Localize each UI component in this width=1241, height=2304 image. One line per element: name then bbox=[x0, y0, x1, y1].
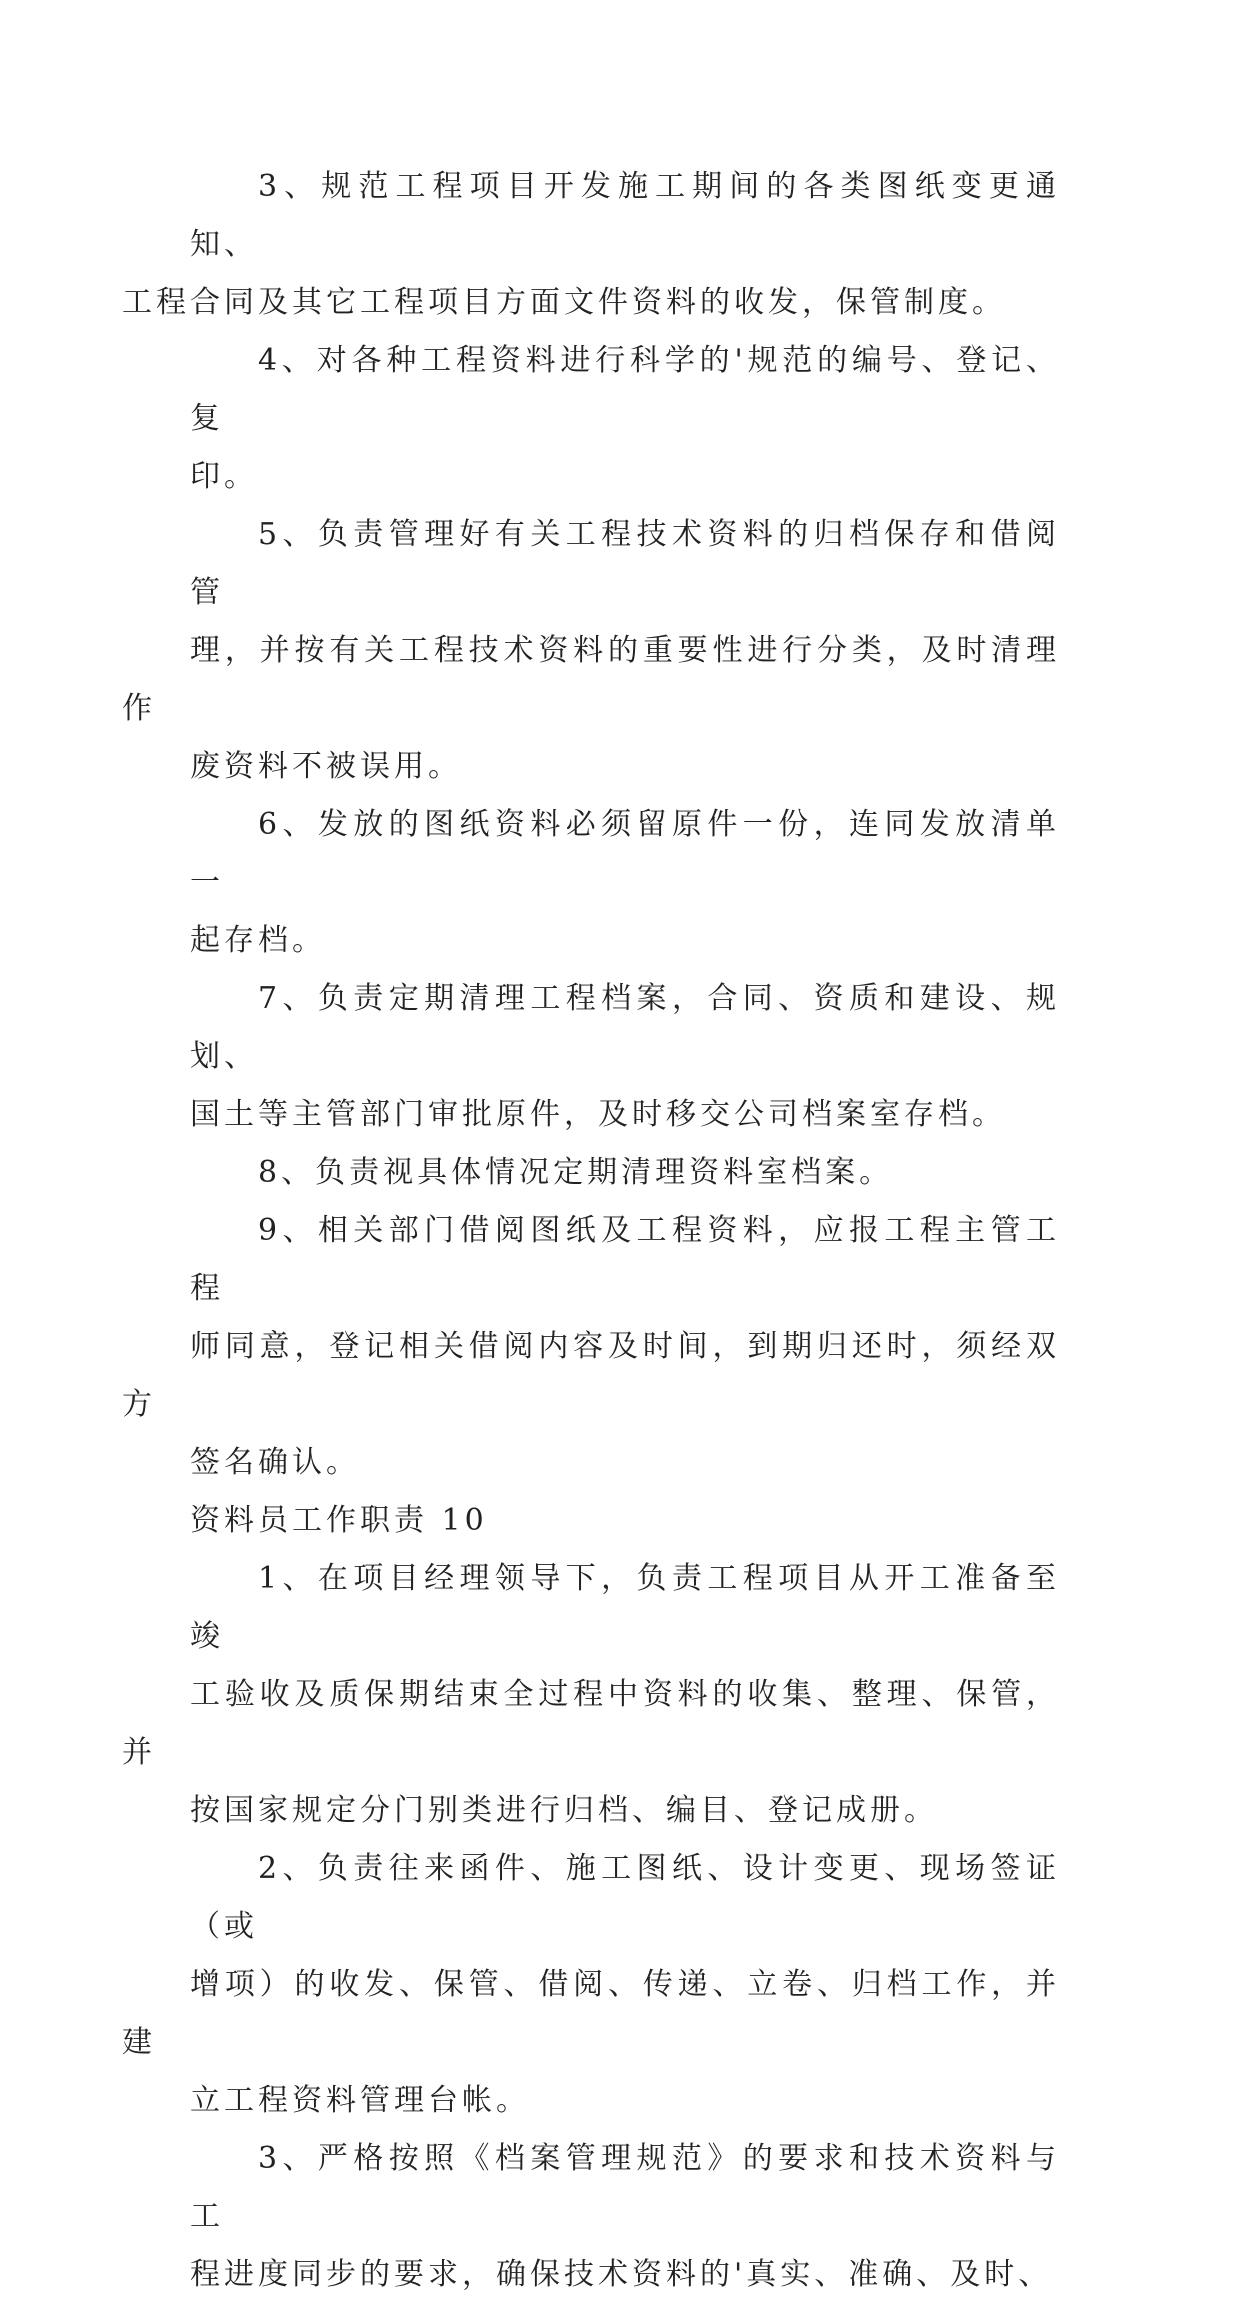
paragraph-item-2 bbox=[122, 1840, 1060, 2130]
text-line: 6、发放的图纸资料必须留原件一份，连同发放清单一 bbox=[190, 807, 1060, 900]
section-heading: 资料员工作职责 10 bbox=[190, 1503, 488, 1538]
text-line: 8、负责视具体情况定期清理资料室档案。 bbox=[258, 1155, 894, 1190]
paragraph-item-9 bbox=[122, 1202, 1060, 1492]
text-line: 按国家规定分门别类进行归档、编目、登记成册。 bbox=[190, 1793, 938, 1828]
text-line: 理，并按有关工程技术资料的重要性进行分类，及时清理作 bbox=[122, 633, 1060, 726]
text-line: 1、在项目经理领导下，负责工程项目从开工准备至竣 bbox=[190, 1561, 1060, 1654]
paragraph-item-3b bbox=[190, 2130, 1060, 2304]
paragraph-item-5 bbox=[122, 506, 1060, 796]
text-line: 工验收及质保期结束全过程中资料的收集、整理、保管，并 bbox=[122, 1677, 1060, 1770]
text-line: 5、负责管理好有关工程技术资料的归档保存和借阅管 bbox=[190, 517, 1060, 610]
text-line: 7、负责定期清理工程档案，合同、资质和建设、规划、 bbox=[190, 981, 1060, 1074]
paragraph-item-1 bbox=[122, 1550, 1060, 1840]
text-line: 9、相关部门借阅图纸及工程资料，应报工程主管工程 bbox=[190, 1213, 1060, 1306]
paragraph-item-6 bbox=[190, 796, 1060, 970]
text-line: 2、负责往来函件、施工图纸、设计变更、现场签证（或 bbox=[190, 1851, 1060, 1944]
text-line: 师同意，登记相关借阅内容及时间，到期归还时，须经双方 bbox=[122, 1329, 1060, 1422]
text-line: 立工程资料管理台帐。 bbox=[190, 2083, 530, 2118]
text-line: 签名确认。 bbox=[190, 1445, 360, 1480]
text-line: 工程合同及其它工程项目方面文件资料的收发，保管制度。 bbox=[122, 285, 1006, 320]
text-line: 增项）的收发、保管、借阅、传递、立卷、归档工作，并建 bbox=[122, 1967, 1060, 2060]
text-line: 废资料不被误用。 bbox=[190, 749, 462, 784]
paragraph-item-3 bbox=[122, 158, 1060, 332]
paragraph-item-7 bbox=[190, 970, 1060, 1144]
text-line: 起存档。 bbox=[190, 923, 326, 958]
document-body bbox=[122, 158, 1060, 2304]
text-line: 程进度同步的要求，确保技术资料的'真实、准确、及时、 bbox=[190, 2257, 1053, 2292]
text-line: 4、对各种工程资料进行科学的'规范的编号、登记、复 bbox=[190, 343, 1060, 436]
text-line: 3、严格按照《档案管理规范》的要求和技术资料与工 bbox=[190, 2141, 1060, 2234]
text-line: 印。 bbox=[190, 459, 258, 494]
text-line: 3、规范工程项目开发施工期间的各类图纸变更通知、 bbox=[190, 169, 1060, 262]
paragraph-item-4 bbox=[190, 332, 1060, 506]
paragraph-item-8 bbox=[190, 1144, 1060, 1202]
text-line: 国土等主管部门审批原件，及时移交公司档案室存档。 bbox=[190, 1097, 1006, 1132]
